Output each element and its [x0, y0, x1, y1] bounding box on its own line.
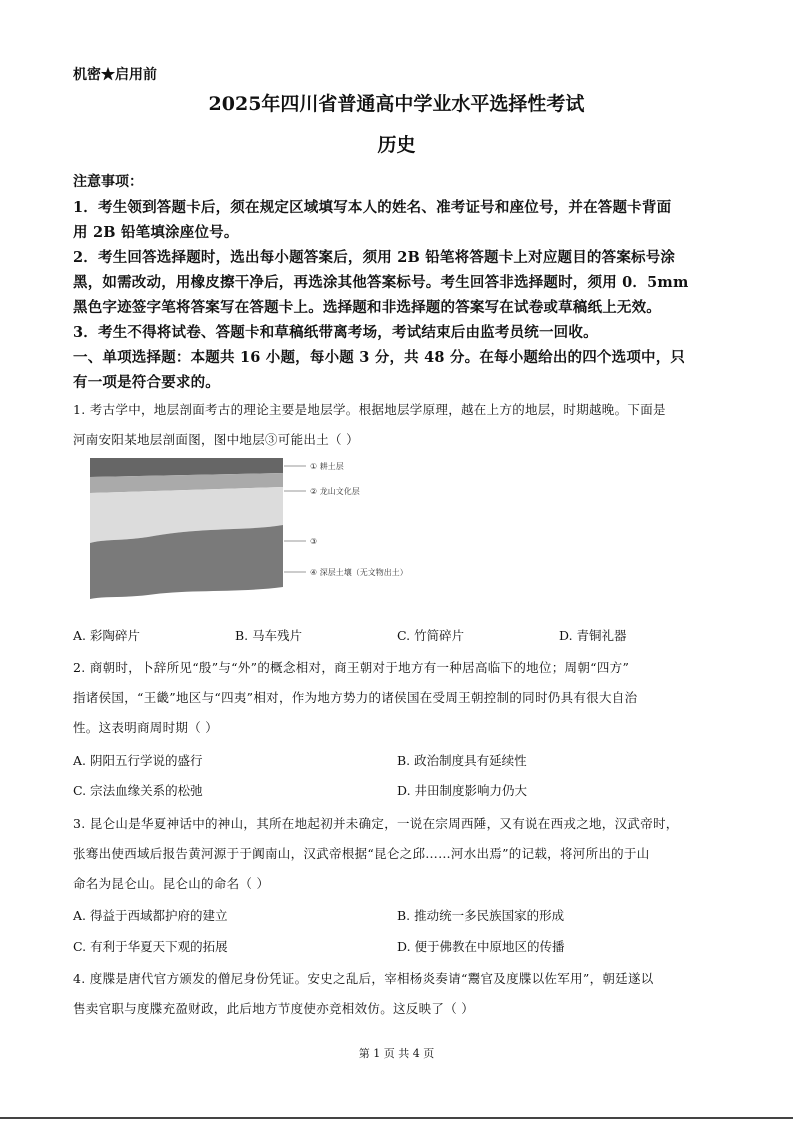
q3-option-a: A. 得益于西域都护府的建立: [73, 908, 228, 923]
notice-line: 黑，如需改动，用橡皮擦干净后，再选涂其他答案标号。考生回答非选择题时，须用 0．5mm: [73, 274, 689, 291]
q3-option-d: D. 便于佛教在中原地区的传播: [397, 939, 565, 954]
q2-option-d: D. 井田制度影响力仍大: [397, 783, 528, 798]
q2-option-c: C. 宗法血缘关系的松弛: [73, 783, 203, 798]
question-1-text: 1. 考古学中，地层剖面考古的理论主要是地层学。根据地层学原理，越在上方的地层，时期越晚。下面是: [73, 402, 666, 417]
q2-option-b: B. 政治制度具有延续性: [397, 753, 527, 768]
q1-option-c: C. 竹简碎片: [397, 628, 465, 643]
layer-label-1: ① 耕土层: [310, 462, 344, 471]
question-2-text: 性。这表明商周时期（ ）: [73, 720, 219, 735]
q1-option-a: A. 彩陶碎片: [73, 628, 140, 643]
layer-label-4: ④ 深层土壤（无文物出土）: [310, 568, 408, 577]
q3-option-c: C. 有利于华夏天下观的拓展: [73, 939, 228, 954]
page-footer: 第 1 页 共 4 页: [358, 1047, 435, 1060]
q2-option-a: A. 阴阳五行学说的盛行: [73, 753, 203, 768]
bottom-divider: [0, 1117, 793, 1119]
question-2-text: 2. 商朝时，卜辞所见“殷”与“外”的概念相对，商王朝对于地方有一种居高临下的地位；周朝“四方”: [73, 660, 630, 675]
notice-line: 黑色字迹签字笔将答案写在答题卡上。选择题和非选择题的答案写在试卷或草稿纸上无效。: [73, 299, 661, 316]
subject-title: 历史: [377, 134, 416, 156]
notice-heading: 注意事项：: [73, 174, 143, 190]
question-3-text: 3. 昆仑山是华夏神话中的神山，其所在地起初并未确定，一说在宗周西陲，又有说在西戎之地，汉武帝时，: [73, 816, 679, 831]
exam-title: 2025年四川省普通高中学业水平选择性考试: [208, 93, 585, 115]
notice-line: 3．考生不得将试卷、答题卡和草稿纸带离考场，考试结束后由监考员统一回收。: [73, 324, 598, 341]
question-1-text: 河南安阳某地层剖面图，图中地层③可能出土（ ）: [73, 432, 359, 447]
question-3-text: 张骞出使西域后报告黄河源于于阗南山，汉武帝根据“昆仑之邱……河水出焉”的记载，将河所出的于山: [73, 846, 650, 861]
layer-label-2: ② 龙山文化层: [310, 487, 360, 496]
notice-line: 2．考生回答选择题时，选出每小题答案后，须用 2B 铅笔将答题卡上对应题目的答案标号涂: [73, 249, 676, 266]
question-2-text: 指诸侯国，“王畿”地区与“四夷”相对，作为地方势力的诸侯国在受周王朝控制的同时仍具有很大自治: [73, 690, 638, 705]
q1-option-d: D. 青铜礼器: [559, 628, 627, 643]
notice-line: 1．考生领到答题卡后，须在规定区域填写本人的姓名、准考证号和座位号，并在答题卡背面: [73, 199, 672, 216]
stratigraphic-section-figure: [88, 455, 448, 605]
confidential-label: 机密★启用前: [73, 67, 157, 83]
section-heading: 有一项是符合要求的。: [73, 374, 220, 391]
question-4-text: 售卖官职与度牒充盈财政，此后地方节度使亦竞相效仿。这反映了（ ）: [73, 1001, 475, 1016]
section-heading: 一、单项选择题：本题共 16 小题，每小题 3 分，共 48 分。在每小题给出的四个选项中，只: [73, 349, 686, 366]
notice-line: 用 2B 铅笔填涂座位号。: [73, 224, 239, 241]
q3-option-b: B. 推动统一多民族国家的形成: [397, 908, 565, 923]
q1-option-b: B. 马车残片: [235, 628, 303, 643]
question-3-text: 命名为昆仑山。昆仑山的命名（ ）: [73, 876, 270, 891]
layer-label-3: ③: [310, 537, 318, 546]
question-4-text: 4. 度牒是唐代官方颁发的僧尼身份凭证。安史之乱后，宰相杨炎奏请“鬻官及度牒以佐军用”，朝廷遂以: [73, 971, 654, 986]
